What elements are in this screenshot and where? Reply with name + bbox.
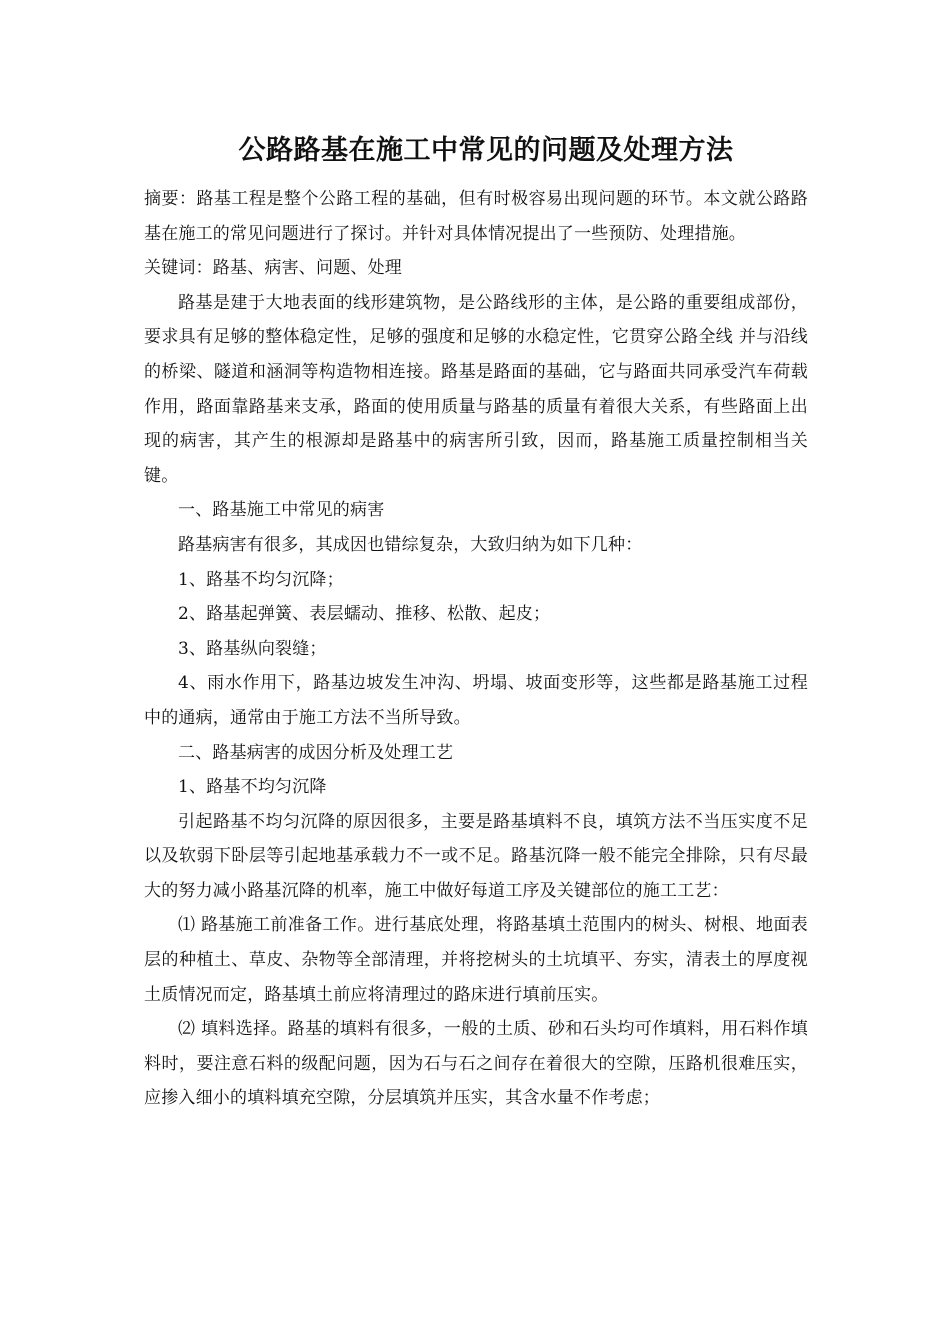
list-item: 2、路基起弹簧、表层蠕动、推移、松散、起皮；: [178, 604, 551, 625]
section2-heading: 二、路基病害的成因分析及处理工艺: [178, 742, 454, 763]
list-item: 3、路基纵向裂缝；: [178, 638, 327, 659]
step-paragraph: ⑵ 填料选择。路基的填料有很多，一般的土质、砂和石头均可作填料，用石料作填料时，要注意石料的级配问题，因为石与石之间存在着很大的空隙，压路机很难压实，应掺入细小的填料填充空隙，分层填筑并压实，其含水量不作考虑；: [144, 1019, 808, 1109]
intro-paragraph: 路基是建于大地表面的线形建筑物，是公路线形的主体，是公路的重要组成部份，要求具有足够的整体稳定性，足够的强度和足够的水稳定性，它贯穿公路全线 并与沿线的桥梁、隧道和涵洞等构造物相连接。路基是路面的基础，它与路面共同承受汽车荷载作用，路面靠路基来支承，路面的使用质量与路基的质量有着很大关系，有些路面上出现的病害，其产生的根源却是路基中的病害所引致，因而，路基施工质量控制相当关键。: [144, 292, 808, 486]
document-title: 公路路基在施工中常见的问题及处理方法: [238, 135, 734, 166]
abstract: 摘要：路基工程是整个公路工程的基础，但有时极容易出现问题的环节。本文就公路路基在施工的常见问题进行了探讨。并针对具体情况提出了一些预防、处理措施。: [144, 189, 808, 244]
list-item: 4、雨水作用下，路基边坡发生冲沟、坍塌、坡面变形等，这些都是路基施工过程中的通病，通常由于施工方法不当所导致。: [144, 673, 808, 728]
document-body: [144, 182, 808, 1116]
section1-heading: 一、路基施工中常见的病害: [178, 500, 385, 521]
section1-lead: 路基病害有很多，其成因也错综复杂，大致归纳为如下几种：: [178, 534, 643, 555]
list-item: 1、路基不均匀沉降；: [178, 569, 344, 590]
subsection-paragraph: 引起路基不均匀沉降的原因很多，主要是路基填料不良，填筑方法不当压实度不足以及软弱下卧层等引起地基承载力不一或不足。路基沉降一般不能完全排除，只有尽最大的努力减小路基沉降的机率，施工中做好每道工序及关键部位的施工工艺：: [144, 811, 808, 901]
step-paragraph: ⑴ 路基施工前准备工作。进行基底处理，将路基填土范围内的树头、树根、地面表层的种植土、草皮、杂物等全部清理，并将挖树头的土坑填平、夯实，清表土的厚度视土质情况而定，路基填土前应将清理过的路床进行填前压实。: [144, 915, 808, 1005]
keywords: 关键词：路基、病害、问题、处理: [144, 258, 402, 279]
subsection-heading: 1、路基不均匀沉降: [178, 777, 327, 798]
document-page: [144, 128, 808, 1116]
